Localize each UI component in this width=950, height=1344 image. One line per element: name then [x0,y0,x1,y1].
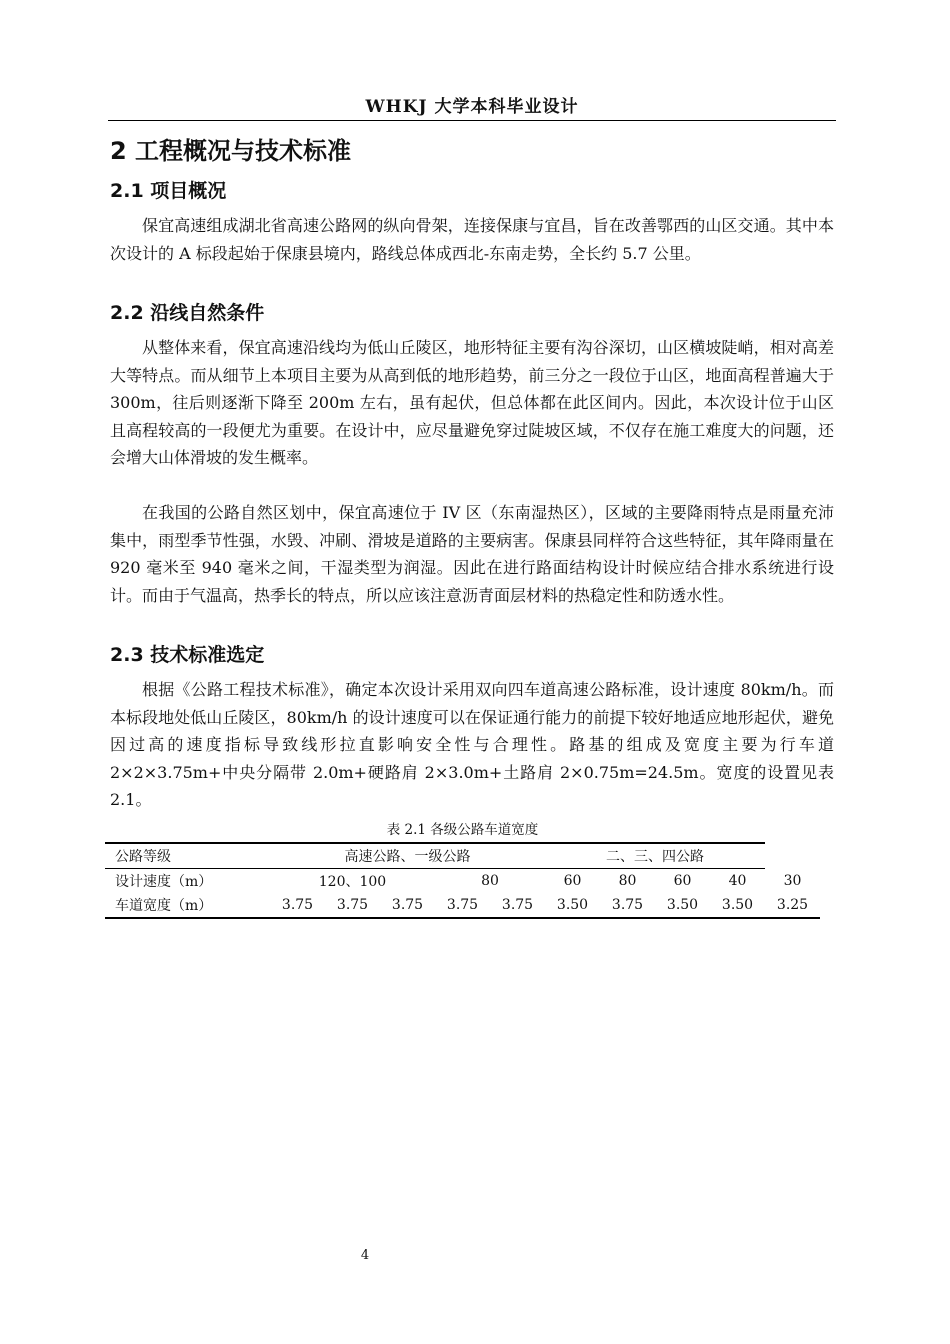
paragraph: 在我国的公路自然区划中，保宜高速位于 IV 区（东南湿热区），区域的主要降雨特点是雨量充沛集中，雨型季节性强，水毁、冲刷、滑坡是道路的主要病害。保康县同样符合这些特征，其年降雨量在 920 毫米至 940 毫米之间，干湿类型为润湿。因此在进行路面结构设计时候应结合排水系统进行设计。而由于气温高，热季长的特点，所以应该注意沥青面层材料的热稳定性和防透水性。 [110,503,834,605]
table-cell: 3.75 [435,893,490,918]
table-cell: 公路等级 [105,843,270,869]
paragraph: 从整体来看，保宜高速沿线均为低山丘陵区，地形特征主要有沟谷深切，山区横坡陡峭，相对高差大等特点。而从细节上本项目主要为从高到低的地形趋势，前三分之一段位于山区，地面高程普遍大于 300m，往后则逐渐下降至 200m 左右，虽有起伏，但总体都在此区间内。因此，本次设计位于山区且高程较高的一段便尤为重要。在设计中，应尽量避免穿过陡坡区域，不仅存在施工难度大的问题，还会增大山体滑坡的发生概率。 [110,338,834,467]
table-cell: 60 [673,873,692,889]
table-cell: 3.75 [270,893,325,918]
table-cell: 3.50 [545,893,600,918]
table-row [105,869,820,894]
table-cell: 3.75 [490,893,545,918]
paragraph: 保宜高速组成湖北省高速公路网的纵向骨架，连接保康与宜昌，旨在改善鄂西的山区交通。其中本次设计的 A 标段起始于保康县境内，路线总体成西北-东南走势，全长约 5.7 公里。 [110,216,834,263]
table-row [105,843,820,869]
page-number: 4 [360,1248,370,1263]
table-cell: 3.75 [325,893,380,918]
page-header [108,94,836,121]
table-cell: 60 [563,873,582,889]
table-cell: 3.50 [710,893,765,918]
table-cell: 高速公路、一级公路 [270,843,545,869]
table-row [105,893,820,918]
table-cell: 80 [481,873,499,889]
table-cell: 二、三、四公路 [545,843,765,869]
header-text: WHKJ 大学本科毕业设计 [365,97,579,117]
table-cell: 设计速度（m） [115,874,213,890]
table-cell: 3.75 [380,893,435,918]
section-heading-2-2: 2.2 沿线自然条件 [110,302,265,324]
table-cell: 80 [618,873,637,889]
chapter-title: 2 工程概况与技术标准 [110,137,352,165]
paragraph: 根据《公路工程技术标准》，确定本次设计采用双向四车道高速公路标准，设计速度 80km/h。而本标段地处低山丘陵区，80km/h 的设计速度可以在保证通行能力的前提下较好地适应地形起伏，避免因过高的速度指标导致线形拉直影响安全性与合理性。路基的组成及宽度主要为行车道 2×2×3.75m+中央分隔带 2.0m+硬路肩 2×3.0m+土路肩 2×0.75m=24.5m。宽度的设置见表2.1。 [110,680,834,809]
table-caption: 表 2.1 各级公路车道宽度 [386,822,539,838]
table-cell: 3.50 [655,893,710,918]
table-cell: 3.25 [765,893,820,918]
table-cell: 3.75 [600,893,655,918]
table-cell: 车道宽度（m） [105,893,270,918]
section-heading-2-3: 2.3 技术标准选定 [110,644,265,666]
table-cell: 30 [783,872,802,889]
table-cell: 120、100 [318,874,387,890]
lane-width-table [105,842,820,919]
table-cell: 40 [728,873,747,889]
section-heading-2-1: 2.1 项目概况 [110,180,227,202]
